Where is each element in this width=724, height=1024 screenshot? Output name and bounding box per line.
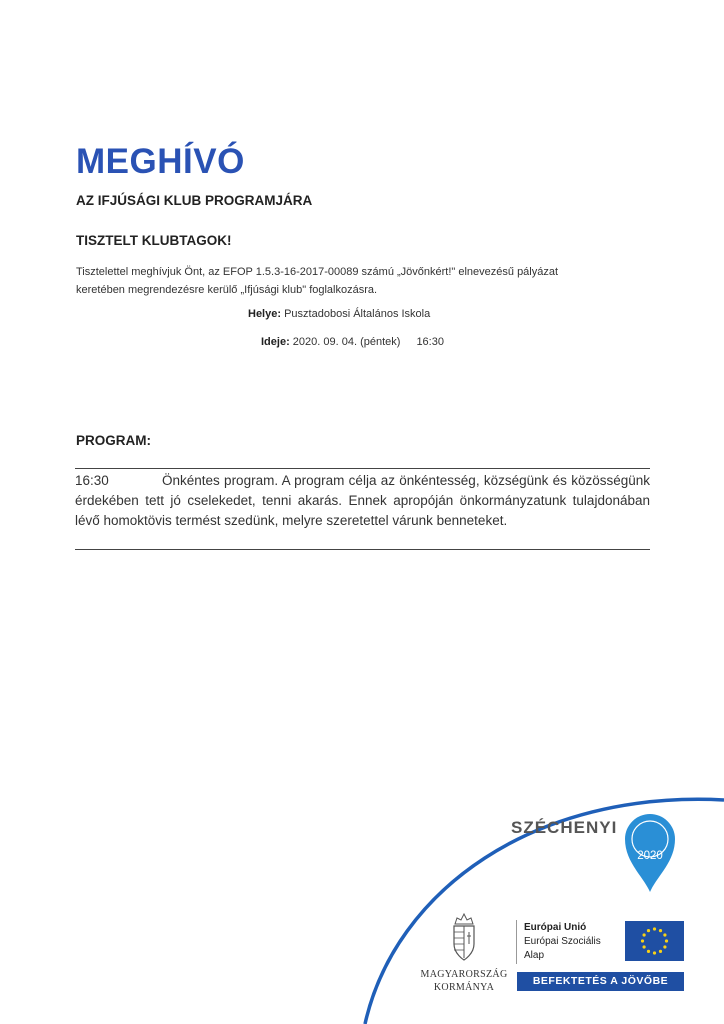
date-label: Ideje: (261, 336, 290, 348)
page-subtitle: AZ IFJÚSÁGI KLUB PROGRAMJÁRA (76, 193, 313, 208)
location-pin-icon (623, 804, 677, 894)
page-title: MEGHÍVÓ (76, 142, 245, 181)
time-value: 16:30 (416, 336, 444, 348)
eu-line-1: Európai Unió (524, 922, 587, 933)
program-heading: PROGRAM: (76, 433, 151, 448)
eu-line-2: Európai Szociális (524, 936, 601, 947)
date-detail (261, 336, 444, 348)
date-value: 2020. 09. 04. (péntek) (292, 336, 401, 348)
program-description: Önkéntes program. A program célja az önkéntesség, községünk és közösségünk érdekében tett jó cselekedet, tenni akarás. Ennek apropóján önkormányzatunk tulajdonában lévő homoktövis termést szedünk, melyre szeretettel várunk benneteket. (75, 473, 650, 528)
szechenyi-logo-text: SZÉCHENYI (511, 818, 618, 837)
eu-flag-icon (625, 921, 684, 961)
gov-line-1: MAGYARORSZÁG (420, 969, 508, 980)
program-table (75, 468, 650, 550)
government-name (420, 968, 508, 994)
eu-line-3: Alap (524, 950, 545, 961)
place-label: Helye: (248, 308, 282, 320)
intro-paragraph (76, 263, 656, 299)
eu-divider (516, 920, 517, 964)
coat-of-arms-icon (450, 910, 478, 964)
intro-line-2: keretében megrendezésre kerülő „Ifjúsági klub" foglalkozásra. (76, 284, 378, 296)
slogan-banner: BEFEKTETÉS A JÖVŐBE (517, 972, 684, 991)
program-time: 16:30 (75, 473, 109, 488)
greeting-heading: TISZTELT KLUBTAGOK! (76, 233, 232, 248)
eu-fund-label (524, 921, 601, 963)
program-entry (75, 469, 650, 531)
place-detail (248, 308, 430, 320)
szechenyi-year: 2020 (637, 850, 663, 862)
place-value: Pusztadobosi Általános Iskola (284, 308, 431, 320)
gov-line-2: KORMÁNYA (433, 982, 495, 993)
intro-line-1: Tisztelettel meghívjuk Önt, az EFOP 1.5.3-16-2017-00089 számú „Jövőnkért!" elnevezésű pályázat (76, 266, 559, 278)
